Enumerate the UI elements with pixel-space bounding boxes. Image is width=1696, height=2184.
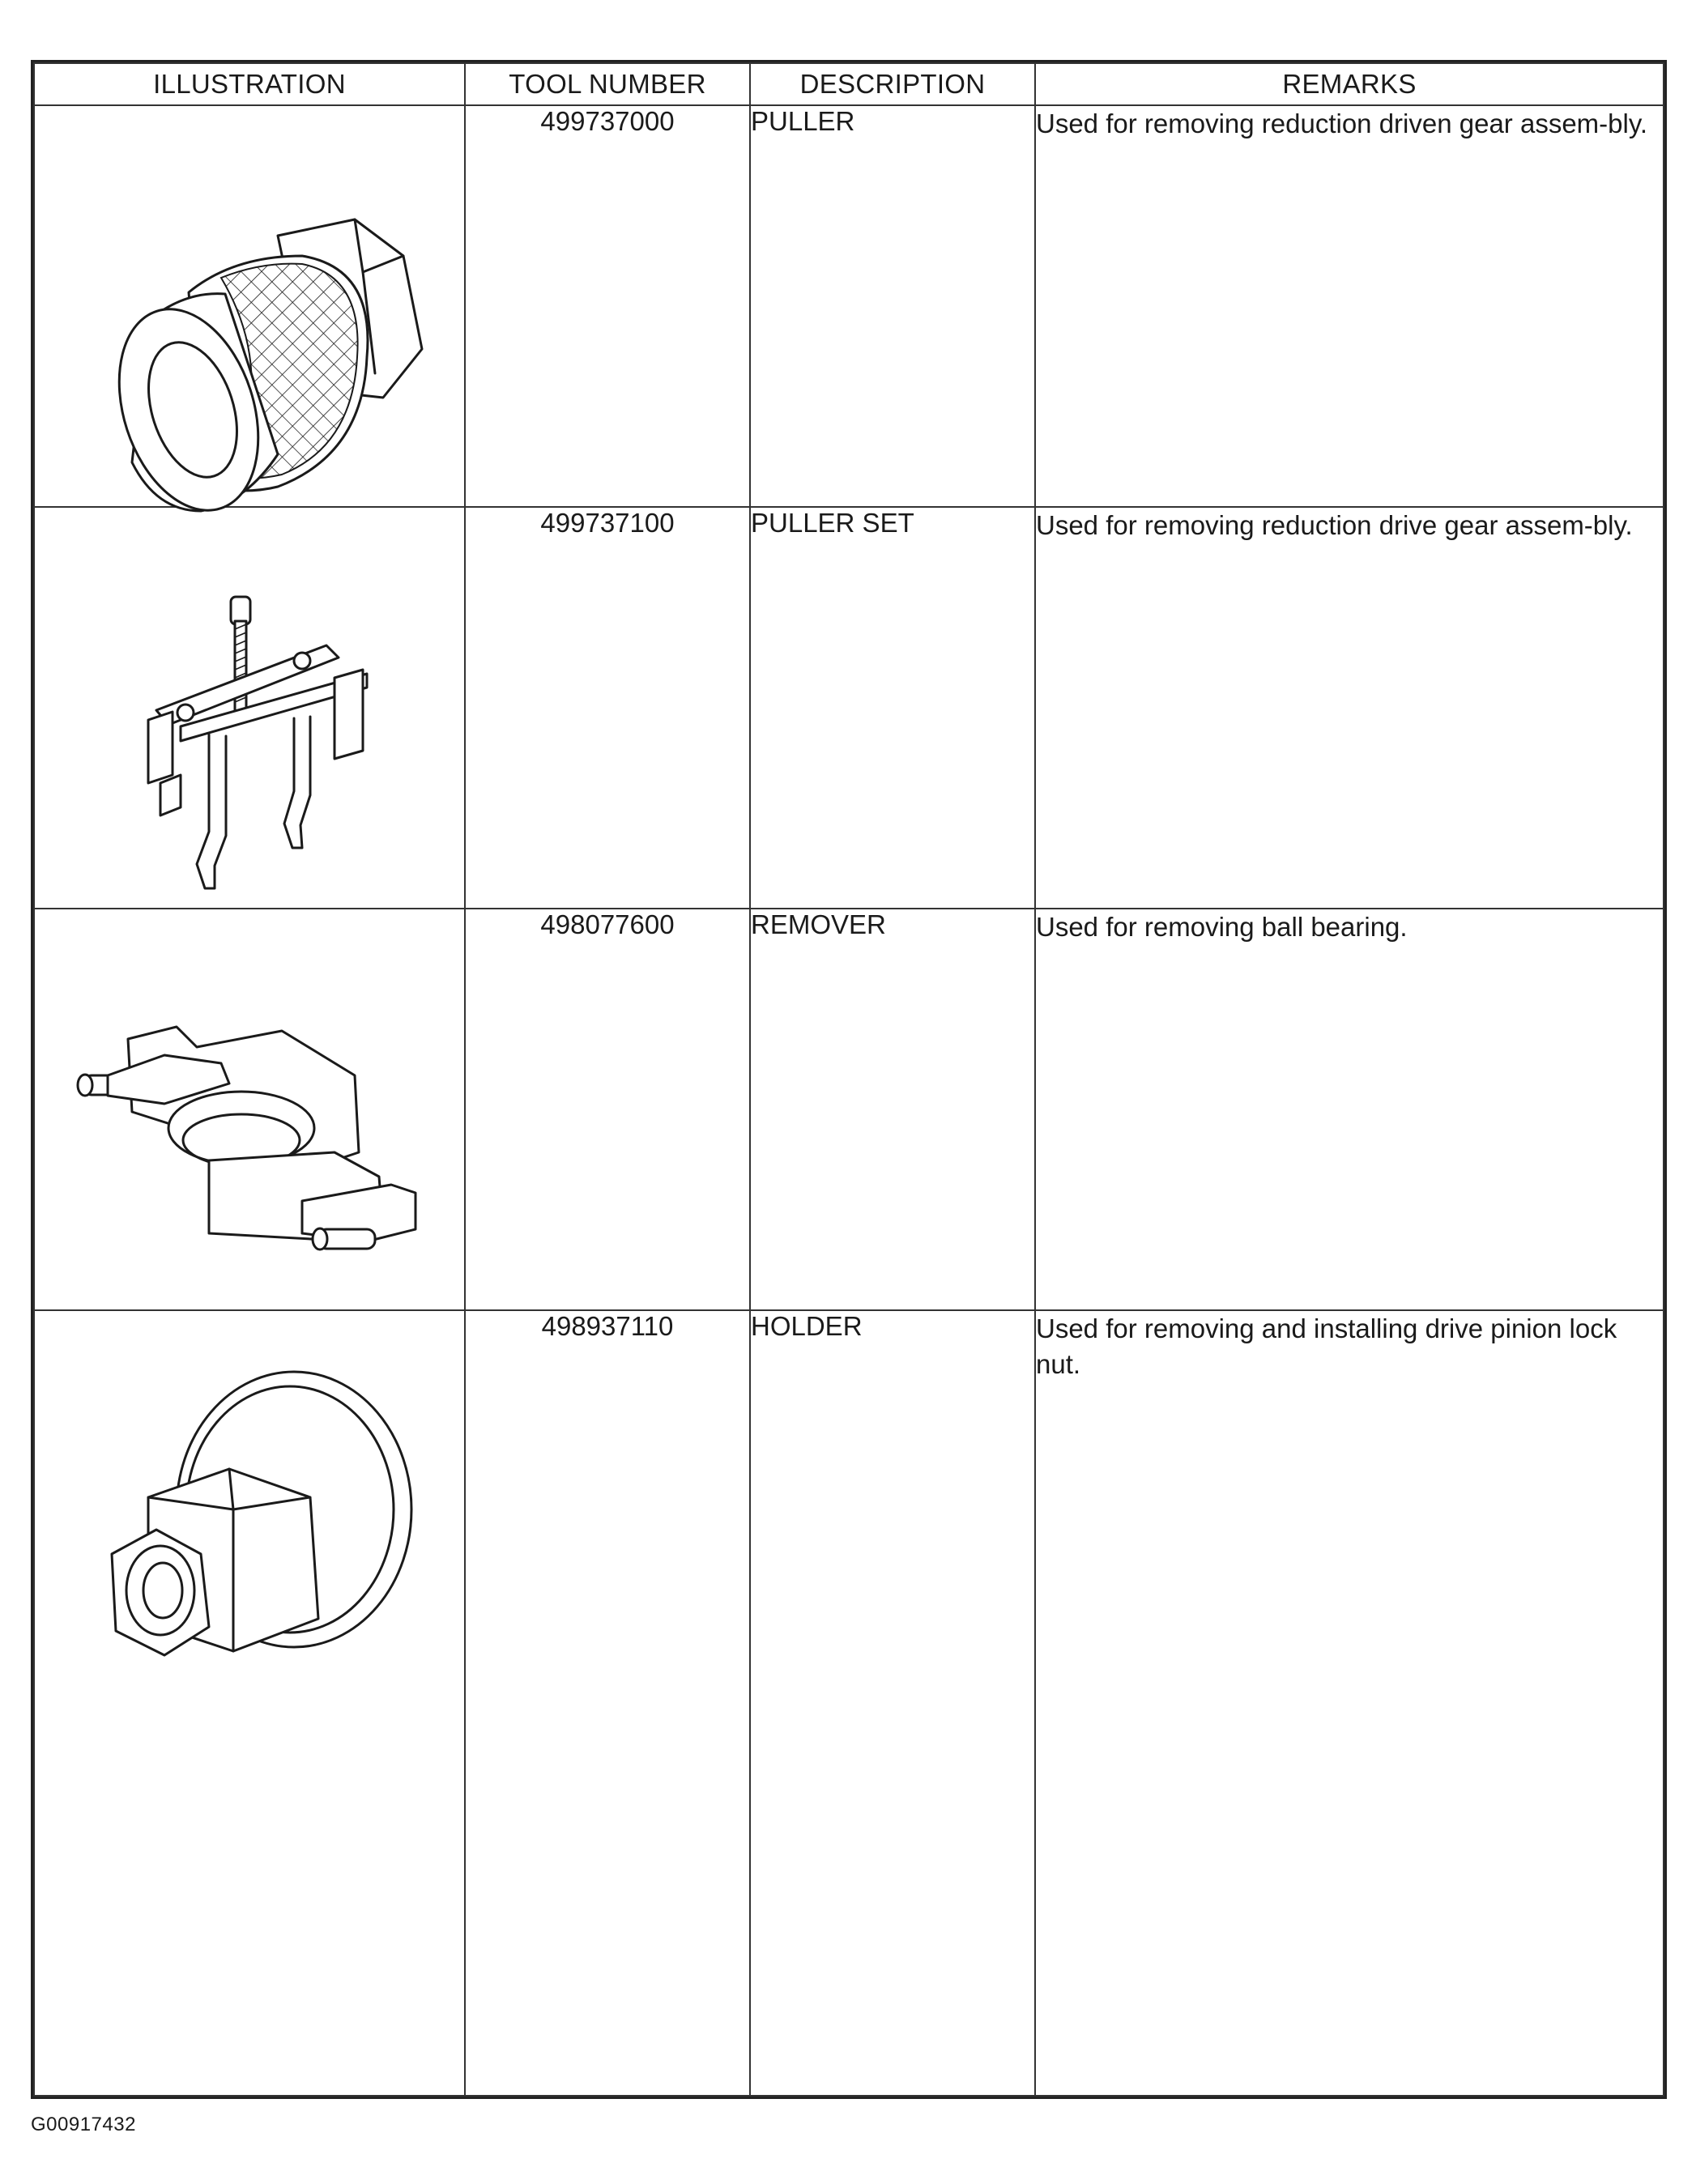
description-cell — [750, 909, 1035, 1310]
tool-number-cell — [465, 1310, 750, 2096]
remarks-cell — [1035, 1310, 1664, 2096]
figure-id: G00917432 — [31, 2114, 136, 2135]
remarks-cell — [1035, 105, 1664, 507]
special-tools-table — [33, 62, 1664, 2097]
tool-description: HOLDER — [751, 1310, 863, 1341]
tool-number: 498077600 — [540, 909, 675, 939]
tool-number-cell — [465, 507, 750, 909]
pinion-holder-icon — [35, 1311, 462, 1807]
header-remarks: REMARKS — [1035, 63, 1664, 105]
special-tools-table-frame — [31, 60, 1667, 2099]
description-cell — [750, 1310, 1035, 2096]
tool-description: PULLER SET — [751, 507, 914, 538]
table-header-row — [34, 63, 1664, 105]
table-row — [34, 909, 1664, 1310]
header-tool-number: TOOL NUMBER — [465, 63, 750, 105]
table-row — [34, 1310, 1664, 2096]
tool-remarks: Used for removing reduction drive gear assem-bly. — [1036, 509, 1633, 540]
tool-number: 499737000 — [540, 106, 675, 136]
tool-number: 498937110 — [541, 1310, 674, 1341]
table-row — [34, 507, 1664, 909]
remarks-cell — [1035, 507, 1664, 909]
tool-description: REMOVER — [751, 909, 886, 939]
header-description: DESCRIPTION — [750, 63, 1035, 105]
description-cell — [750, 507, 1035, 909]
tool-remarks: Used for removing ball bearing. — [1036, 911, 1408, 942]
remarks-cell — [1035, 909, 1664, 1310]
illustration-cell — [34, 1310, 465, 2096]
illustration-cell — [34, 909, 465, 1310]
tool-number-cell — [465, 105, 750, 507]
table-row — [34, 105, 1664, 507]
header-illustration: ILLUSTRATION — [34, 63, 465, 105]
illustration-cell — [34, 507, 465, 909]
tool-description: PULLER — [751, 106, 855, 136]
illustration-cell — [34, 105, 465, 507]
tool-number-cell — [465, 909, 750, 1310]
tool-remarks: Used for removing reduction driven gear assem-bly. — [1036, 109, 1648, 138]
description-cell — [750, 105, 1035, 507]
tool-remarks: Used for removing and installing drive pinion lock nut. — [1036, 1313, 1617, 1379]
tool-number: 499737100 — [540, 507, 675, 538]
